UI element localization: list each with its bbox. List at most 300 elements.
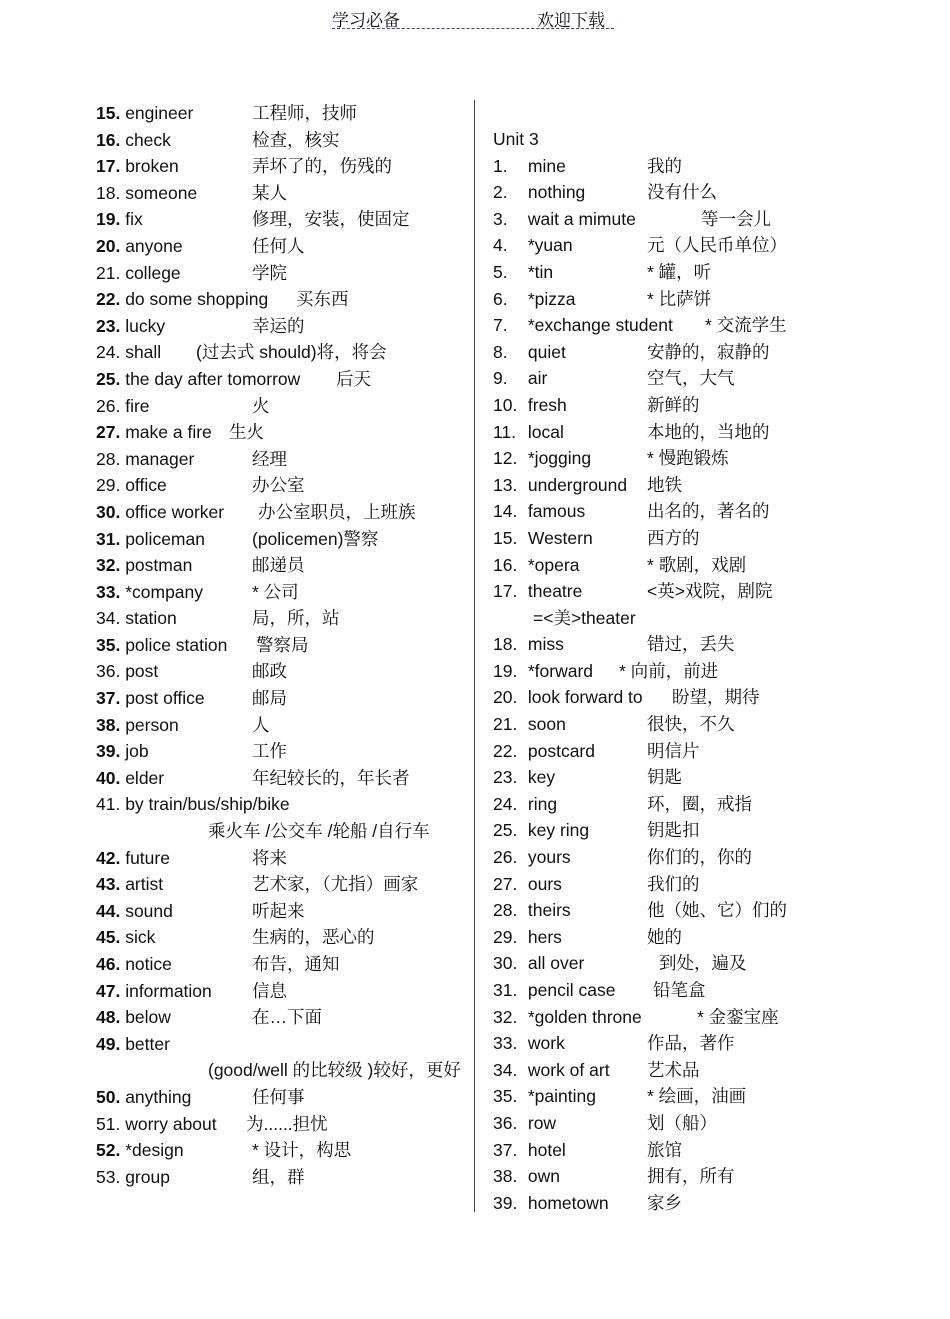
entry-number: 51. bbox=[96, 1113, 121, 1134]
chinese-meaning: 西方的 bbox=[647, 527, 700, 548]
vocab-entry bbox=[96, 658, 456, 685]
vocab-entry bbox=[493, 658, 823, 685]
entry-number: 33. bbox=[96, 581, 121, 602]
english-term: *company bbox=[125, 581, 204, 602]
vocab-entry bbox=[96, 127, 456, 154]
entry-number: 21. bbox=[493, 714, 518, 735]
vocab-entry bbox=[96, 1137, 456, 1164]
chinese-meaning: 你们的，你的 bbox=[647, 847, 752, 868]
vocab-entry bbox=[96, 924, 456, 951]
chinese-meaning: * 交流学生 bbox=[705, 315, 787, 336]
english-term: college bbox=[125, 262, 181, 283]
chinese-meaning: 后天 bbox=[336, 368, 371, 389]
vocab-entry bbox=[96, 765, 456, 792]
english-term: anything bbox=[125, 1086, 192, 1107]
chinese-meaning: 划（船） bbox=[647, 1112, 717, 1133]
english-term: *exchange student bbox=[527, 315, 673, 336]
chinese-meaning: 他（她、它）们的 bbox=[647, 900, 787, 921]
vocab-entry bbox=[96, 419, 456, 446]
vocab-entry bbox=[493, 179, 823, 206]
entry-number: 1. bbox=[493, 155, 508, 176]
vocab-entry bbox=[493, 312, 823, 339]
entry-number: 13. bbox=[493, 474, 518, 495]
chinese-meaning: 幸运的 bbox=[252, 315, 305, 336]
english-term: engineer bbox=[125, 103, 194, 123]
english-term: Western bbox=[527, 527, 593, 548]
english-term: hometown bbox=[527, 1192, 609, 1213]
vocab-entry bbox=[96, 712, 456, 739]
english-term: below bbox=[125, 1007, 171, 1028]
vocab-entry bbox=[493, 817, 823, 844]
english-term: do some shopping bbox=[125, 289, 269, 310]
english-term: postcard bbox=[527, 740, 595, 761]
english-term: *jogging bbox=[527, 448, 592, 469]
chinese-meaning: 出名的，著名的 bbox=[647, 501, 770, 522]
chinese-meaning: (policemen)警察 bbox=[252, 528, 379, 549]
vocab-entry bbox=[493, 1057, 823, 1084]
vocab-entry bbox=[96, 313, 456, 340]
entry-number: 5. bbox=[493, 261, 508, 282]
english-term: artist bbox=[125, 874, 164, 895]
entry-number: 27. bbox=[493, 873, 518, 894]
chinese-meaning: 艺术家，（尤指）画家 bbox=[252, 874, 419, 895]
entry-continuation bbox=[96, 1057, 461, 1084]
vocab-entry bbox=[96, 632, 456, 659]
chinese-meaning: 环，圈，戒指 bbox=[647, 793, 752, 814]
entry-number: 25. bbox=[96, 368, 121, 389]
entry-number: 7. bbox=[493, 315, 508, 336]
chinese-meaning: 人 bbox=[252, 714, 270, 735]
english-term: future bbox=[125, 847, 170, 868]
vocab-entry bbox=[493, 1137, 823, 1164]
english-term: work of art bbox=[527, 1059, 610, 1080]
chinese-meaning: * 向前，前进 bbox=[619, 660, 719, 681]
english-term: *pizza bbox=[527, 288, 576, 309]
chinese-meaning: 信息 bbox=[252, 980, 287, 1001]
entry-number: 35. bbox=[493, 1086, 518, 1107]
entry-number: 25. bbox=[493, 820, 518, 841]
vocab-entry bbox=[96, 1084, 456, 1111]
chinese-meaning: 等一会儿 bbox=[701, 208, 771, 229]
english-term: broken bbox=[125, 156, 179, 177]
entry-number: 17. bbox=[493, 581, 518, 602]
english-term: job bbox=[125, 741, 149, 762]
vocab-entry bbox=[96, 871, 456, 898]
vocab-entry bbox=[493, 286, 823, 313]
entry-number: 15. bbox=[96, 103, 121, 123]
chinese-meaning: 买东西 bbox=[296, 289, 349, 310]
english-term: *golden throne bbox=[527, 1006, 642, 1027]
entry-number: 53. bbox=[96, 1166, 121, 1187]
english-term: all over bbox=[527, 953, 585, 974]
entry-number: 41. bbox=[96, 794, 121, 815]
vocab-entry bbox=[96, 738, 456, 765]
chinese-meaning: 没有什么 bbox=[647, 182, 717, 203]
vocab-entry bbox=[96, 579, 456, 606]
chinese-meaning: 工作 bbox=[252, 741, 287, 762]
vocab-entry bbox=[96, 286, 456, 313]
chinese-meaning: 空气，大气 bbox=[647, 368, 735, 389]
vocab-entry bbox=[96, 1164, 456, 1191]
entry-number: 43. bbox=[96, 874, 121, 895]
vocab-entry bbox=[493, 472, 823, 499]
vocab-entry bbox=[493, 950, 823, 977]
chinese-meaning: 学院 bbox=[252, 262, 287, 283]
english-term: postman bbox=[125, 555, 193, 576]
entry-number: 28. bbox=[96, 448, 121, 469]
chinese-meaning: 家乡 bbox=[647, 1192, 682, 1213]
chinese-meaning: 很快，不久 bbox=[647, 714, 735, 735]
entry-number: 34. bbox=[96, 608, 121, 629]
entry-number: 18. bbox=[493, 634, 518, 655]
entry-number: 27. bbox=[96, 422, 121, 443]
entry-number: 30. bbox=[493, 953, 518, 974]
vocab-entry bbox=[493, 498, 823, 525]
entry-number: 31. bbox=[96, 528, 121, 549]
chinese-meaning: 任何事 bbox=[252, 1086, 305, 1107]
entry-number: 12. bbox=[493, 448, 518, 469]
english-term: fix bbox=[125, 209, 143, 230]
entry-number: 9. bbox=[493, 368, 508, 389]
entry-number: 10. bbox=[493, 394, 518, 415]
english-term: by train/bus/ship/bike bbox=[125, 794, 290, 815]
entry-number: 23. bbox=[493, 767, 518, 788]
entry-number: 44. bbox=[96, 900, 121, 921]
english-term: yours bbox=[527, 847, 571, 868]
chinese-meaning: 到处，遍及 bbox=[659, 953, 747, 974]
english-term: *tin bbox=[527, 261, 554, 282]
vocab-entry bbox=[96, 233, 456, 260]
vocab-entry bbox=[493, 844, 823, 871]
vocab-entry bbox=[493, 1030, 823, 1057]
vocab-entry bbox=[96, 366, 456, 393]
entry-number: 26. bbox=[493, 847, 518, 868]
english-term: the day after tomorrow bbox=[125, 368, 301, 389]
vocab-entry bbox=[493, 1163, 823, 1190]
vocab-entry bbox=[493, 339, 823, 366]
chinese-meaning: 听起来 bbox=[252, 900, 305, 921]
entry-number: 2. bbox=[493, 182, 508, 203]
vocab-entry bbox=[493, 711, 823, 738]
entry-number: 40. bbox=[96, 767, 121, 788]
entry-number: 24. bbox=[96, 342, 121, 363]
entry-number: 47. bbox=[96, 980, 121, 1001]
entry-number: 19. bbox=[493, 660, 518, 681]
entry-continuation bbox=[96, 818, 456, 845]
english-term: mine bbox=[527, 155, 566, 176]
vocab-entry bbox=[96, 260, 456, 287]
english-term: policeman bbox=[125, 528, 205, 549]
entry-number: 45. bbox=[96, 927, 121, 948]
entry-number: 38. bbox=[493, 1166, 518, 1187]
vocab-entry bbox=[493, 259, 823, 286]
chinese-meaning: 布告，通知 bbox=[252, 954, 340, 974]
english-term: local bbox=[527, 421, 564, 442]
chinese-meaning: 盼望，期待 bbox=[672, 687, 760, 708]
continuation-text: 乘火车 /公交车 /轮船 /自行车 bbox=[208, 821, 430, 842]
entry-number: 52. bbox=[96, 1140, 121, 1161]
chinese-meaning: 将来 bbox=[252, 847, 287, 868]
vocab-entry bbox=[493, 365, 823, 392]
english-term: hers bbox=[527, 926, 562, 947]
vocab-entry bbox=[96, 791, 456, 818]
continuation-text: =<美>theater bbox=[533, 607, 636, 628]
vocab-entry bbox=[493, 1190, 823, 1217]
english-term: check bbox=[125, 129, 171, 150]
entry-number: 42. bbox=[96, 847, 121, 868]
entry-number: 11. bbox=[493, 421, 517, 442]
chinese-meaning: (过去式 should)将，将会 bbox=[196, 342, 387, 363]
entry-number: 19. bbox=[96, 209, 121, 230]
english-term: theirs bbox=[527, 900, 571, 921]
entry-number: 22. bbox=[493, 740, 518, 761]
entry-number: 48. bbox=[96, 1007, 121, 1028]
chinese-meaning: 作品，著作 bbox=[647, 1033, 735, 1054]
header-dashed-rule bbox=[332, 28, 614, 29]
english-term: miss bbox=[527, 634, 564, 655]
english-term: quiet bbox=[527, 341, 566, 362]
english-term: famous bbox=[527, 501, 586, 522]
chinese-meaning: 地铁 bbox=[647, 474, 682, 495]
chinese-meaning: 元（人民币单位） bbox=[647, 235, 787, 256]
entry-number: 30. bbox=[96, 501, 121, 522]
chinese-meaning: 我们的 bbox=[647, 873, 700, 894]
vocab-entry bbox=[96, 206, 456, 233]
vocab-entry bbox=[493, 552, 823, 579]
vocab-entry bbox=[96, 951, 456, 978]
english-term: key bbox=[527, 767, 556, 788]
english-term: sick bbox=[125, 927, 156, 948]
vocab-entry bbox=[96, 100, 456, 127]
english-term: ours bbox=[527, 873, 562, 894]
vocab-entry bbox=[493, 791, 823, 818]
vocab-entry bbox=[493, 631, 823, 658]
chinese-meaning: 警察局 bbox=[256, 634, 309, 655]
english-term: manager bbox=[125, 448, 195, 469]
chinese-meaning: 拥有，所有 bbox=[647, 1166, 735, 1187]
vocab-entry bbox=[96, 552, 456, 579]
header-right-text: 欢迎下载 bbox=[537, 11, 605, 30]
chinese-meaning: 火 bbox=[252, 395, 270, 416]
vocab-entry bbox=[493, 1110, 823, 1137]
chinese-meaning: 我的 bbox=[647, 155, 682, 176]
vocab-entry bbox=[493, 897, 823, 924]
entry-number: 33. bbox=[493, 1033, 518, 1054]
vocab-entry bbox=[96, 339, 456, 366]
vocab-entry bbox=[96, 472, 456, 499]
english-term: person bbox=[125, 714, 179, 735]
vocab-entry bbox=[493, 153, 823, 180]
english-term: row bbox=[527, 1112, 557, 1133]
chinese-meaning: 年纪较长的，年长者 bbox=[252, 767, 410, 788]
english-term: office worker bbox=[125, 501, 225, 522]
vocab-entry bbox=[493, 392, 823, 419]
english-term: better bbox=[125, 1033, 170, 1054]
english-term: *yuan bbox=[527, 235, 573, 256]
chinese-meaning: 安静的，寂静的 bbox=[647, 341, 770, 362]
entry-number: 31. bbox=[493, 980, 518, 1000]
chinese-meaning: 局，所，站 bbox=[252, 608, 340, 629]
vocab-entry bbox=[493, 684, 823, 711]
entry-number: 29. bbox=[96, 475, 121, 496]
entry-number: 3. bbox=[493, 208, 508, 229]
english-term: someone bbox=[125, 182, 198, 203]
entry-number: 18. bbox=[96, 182, 121, 203]
continuation-text: (good/well 的比较级 )较好，更好 bbox=[208, 1060, 461, 1081]
entry-number: 49. bbox=[96, 1033, 121, 1054]
entry-number: 50. bbox=[96, 1086, 121, 1107]
chinese-meaning: 她的 bbox=[647, 926, 682, 947]
vocab-entry bbox=[96, 978, 456, 1005]
english-term: key ring bbox=[527, 820, 590, 841]
chinese-meaning: 生火 bbox=[229, 422, 264, 443]
chinese-meaning: * 比萨饼 bbox=[647, 288, 712, 309]
entry-number: 36. bbox=[96, 661, 121, 682]
entry-number: 23. bbox=[96, 315, 121, 336]
english-term: elder bbox=[125, 767, 165, 788]
vocab-entry bbox=[96, 685, 456, 712]
entry-number: 8. bbox=[493, 341, 508, 362]
vocab-entry bbox=[96, 153, 456, 180]
chinese-meaning: * 歌剧，戏剧 bbox=[647, 554, 747, 575]
vocab-entry bbox=[96, 393, 456, 420]
english-term: look forward to bbox=[527, 687, 643, 708]
chinese-meaning: 钥匙扣 bbox=[647, 820, 700, 841]
vocab-entry bbox=[493, 1083, 823, 1110]
chinese-meaning: * 金銮宝座 bbox=[697, 1006, 779, 1027]
chinese-meaning: 工程师，技师 bbox=[252, 103, 357, 123]
vocab-entry bbox=[493, 924, 823, 951]
vocab-entry bbox=[96, 526, 456, 553]
entry-number: 4. bbox=[493, 235, 508, 256]
english-term: post office bbox=[125, 688, 205, 709]
chinese-meaning: 检查，核实 bbox=[252, 129, 340, 150]
english-term: lucky bbox=[125, 315, 166, 336]
english-term: station bbox=[125, 608, 177, 629]
english-term: soon bbox=[527, 714, 566, 735]
vocab-entry bbox=[96, 1004, 456, 1031]
vocab-entry bbox=[493, 764, 823, 791]
chinese-meaning: * 公司 bbox=[252, 581, 299, 602]
vocab-entry bbox=[96, 845, 456, 872]
entry-number: 24. bbox=[493, 793, 518, 814]
vocab-entry bbox=[96, 446, 456, 473]
english-term: make a fire bbox=[125, 422, 212, 443]
english-term: work bbox=[527, 1033, 565, 1054]
english-term: worry about bbox=[125, 1113, 217, 1134]
english-term: anyone bbox=[125, 235, 183, 256]
english-term: underground bbox=[527, 474, 628, 495]
vocab-entry bbox=[493, 419, 823, 446]
english-term: group bbox=[125, 1166, 170, 1187]
entry-number: 46. bbox=[96, 954, 121, 974]
entry-number: 32. bbox=[493, 1006, 518, 1027]
entry-number: 29. bbox=[493, 926, 518, 947]
english-term: shall bbox=[125, 342, 162, 363]
unit-title: Unit 3 bbox=[493, 129, 539, 149]
vocab-entry bbox=[96, 1111, 456, 1138]
english-term: theatre bbox=[527, 581, 583, 602]
chinese-meaning: 办公室职员，上班族 bbox=[258, 501, 416, 522]
chinese-meaning: 艺术品 bbox=[647, 1059, 700, 1080]
entry-number: 6. bbox=[493, 288, 508, 309]
english-term: air bbox=[527, 368, 548, 389]
vocab-entry bbox=[96, 898, 456, 925]
english-term: sound bbox=[125, 900, 173, 921]
entry-number: 22. bbox=[96, 289, 121, 310]
entry-continuation bbox=[493, 605, 823, 632]
chinese-meaning: * 罐，听 bbox=[647, 261, 712, 282]
vocab-entry bbox=[493, 525, 823, 552]
entry-number: 16. bbox=[493, 554, 518, 575]
chinese-meaning: <英>戏院，剧院 bbox=[647, 581, 773, 602]
left-vocabulary-column bbox=[96, 100, 461, 1190]
chinese-meaning: 铅笔盒 bbox=[653, 980, 706, 1000]
english-term: own bbox=[527, 1166, 560, 1187]
chinese-meaning: 组，群 bbox=[252, 1166, 305, 1187]
vocab-entry bbox=[96, 1031, 456, 1058]
english-term: office bbox=[125, 475, 167, 496]
vocab-entry bbox=[493, 578, 823, 605]
english-term: *forward bbox=[527, 660, 594, 681]
right-vocabulary-column bbox=[493, 126, 823, 1216]
english-term: post bbox=[125, 661, 159, 682]
entry-number: 26. bbox=[96, 395, 121, 416]
entry-number: 32. bbox=[96, 555, 121, 576]
entry-number: 16. bbox=[96, 129, 121, 150]
entry-number: 17. bbox=[96, 156, 121, 177]
entry-number: 20. bbox=[493, 687, 518, 708]
vocab-entry bbox=[493, 738, 823, 765]
chinese-meaning: 修理，安装，使固定 bbox=[252, 209, 410, 230]
chinese-meaning: 弄坏了的，伤残的 bbox=[252, 156, 392, 177]
chinese-meaning: 任何人 bbox=[252, 235, 305, 256]
english-term: fresh bbox=[527, 394, 567, 415]
column-divider bbox=[474, 100, 475, 1212]
chinese-meaning: 钥匙 bbox=[647, 767, 682, 788]
chinese-meaning: 新鲜的 bbox=[647, 394, 700, 415]
entry-number: 21. bbox=[96, 262, 121, 283]
vocab-entry bbox=[493, 445, 823, 472]
english-term: wait a mimute bbox=[527, 208, 636, 229]
chinese-meaning: 本地的，当地的 bbox=[647, 421, 770, 442]
chinese-meaning: 错过，丢失 bbox=[647, 634, 735, 655]
vocab-entry bbox=[96, 605, 456, 632]
english-term: notice bbox=[125, 954, 172, 974]
entry-number: 37. bbox=[493, 1139, 518, 1160]
chinese-meaning: 邮政 bbox=[252, 661, 287, 682]
chinese-meaning: * 慢跑锻炼 bbox=[647, 448, 729, 469]
chinese-meaning: * 绘画，油画 bbox=[647, 1086, 747, 1107]
vocab-entry bbox=[96, 180, 456, 207]
chinese-meaning: 邮局 bbox=[252, 688, 287, 709]
chinese-meaning: 某人 bbox=[252, 182, 287, 203]
page-header bbox=[0, 4, 950, 32]
english-term: pencil case bbox=[527, 980, 616, 1000]
chinese-meaning: 邮递员 bbox=[252, 555, 305, 576]
entry-number: 39. bbox=[96, 741, 121, 762]
chinese-meaning: 明信片 bbox=[647, 740, 700, 761]
entry-number: 34. bbox=[493, 1059, 518, 1080]
entry-number: 20. bbox=[96, 235, 121, 256]
vocab-entry bbox=[493, 1004, 823, 1031]
vocab-entry bbox=[493, 871, 823, 898]
chinese-meaning: 办公室 bbox=[252, 475, 305, 496]
entry-number: 39. bbox=[493, 1192, 518, 1213]
english-term: *painting bbox=[527, 1086, 596, 1107]
vocab-entry bbox=[493, 206, 823, 233]
chinese-meaning: 经理 bbox=[252, 448, 287, 469]
